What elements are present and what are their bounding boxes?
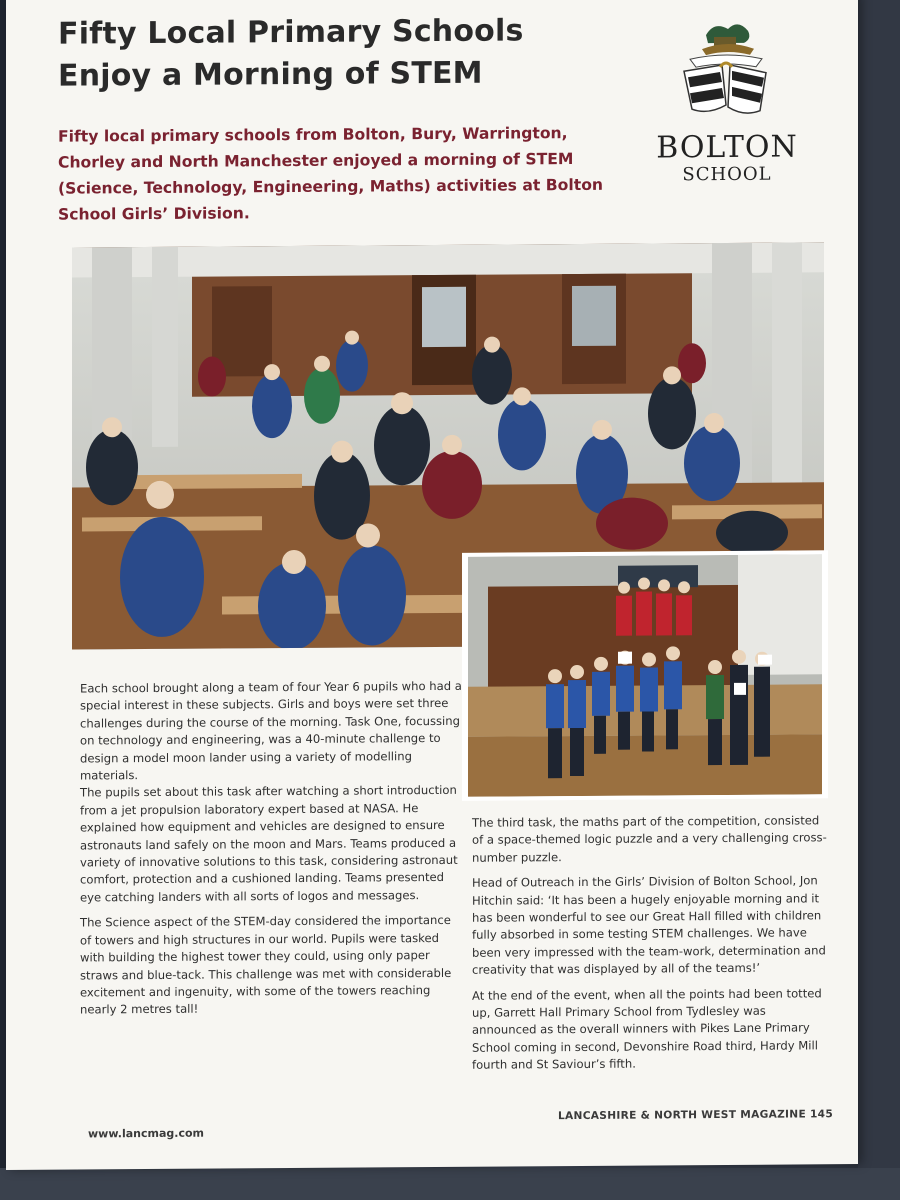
- body-paragraph: Head of Outreach in the Girls’ Division of Bolton School, Jon Hitchin said: ‘It has been a hugely enjoyable morning and it has been wonderful to see our Great Hall filled with children fully absorbed in some testing STEM challenges. We have been very impressed with the team-work, determination and creativity that was displayed by all of the teams!’: [472, 873, 826, 977]
- body-paragraph: Each school brought along a team of four Year 6 pupils who had a special interest in these subjects. Girls and boys were set three challenges during the course of the morning. Task One, focussing on technology and engineering, was a 40-minute challenge to design a model moon lander using a variety of modelling materials.: [80, 678, 462, 783]
- footer-website: www.lancmag.com: [88, 1126, 204, 1141]
- body-paragraph: The third task, the maths part of the competition, consisted of a space-themed logic puzzle and a very challenging cross-number puzzle.: [472, 813, 827, 865]
- article-title-line1: Fifty Local Primary Schools: [58, 13, 524, 52]
- logo-name-line2: SCHOOL: [682, 163, 772, 186]
- magazine-page: [6, 0, 858, 1170]
- winners-group-photo: [462, 550, 828, 801]
- footer-magazine-credit: [558, 1108, 833, 1122]
- screen-bezel-bottom: [0, 1168, 900, 1200]
- logo-name-line1: BOLTON: [656, 129, 798, 166]
- article-body-right-column: [472, 812, 832, 1082]
- bolton-school-wordmark: [632, 130, 822, 185]
- article-body-left-column: [80, 678, 464, 1027]
- body-paragraph: At the end of the event, when all the points had been totted up, Garrett Hall Primary School from Tydlesley was announced as the overall winners with Pikes Lane Primary School coming in second, Devonshire Road third, Hardy Mill fourth and St Saviour’s fifth.: [472, 985, 822, 1073]
- footer-page-number: 145: [810, 1108, 834, 1121]
- body-paragraph: The Science aspect of the STEM-day considered the importance of towers and high structures in our world. Pupils were tasked with building the highest tower they could, using only paper straws and blue-tack. This challenge was met with considerable excitement and ingenuity, with some of the towers reaching nearly 2 metres tall!: [80, 913, 452, 1017]
- body-paragraph: The pupils set about this task after watching a short introduction from a jet propulsion laboratory expert based at NASA. He explained how equipment and vehicles are designed to ensure astronauts land safely on the moon and Mars. Teams produced a variety of innovative solutions to this task, considering astronaut comfort, protection and a cushioned landing. Teams presented eye catching landers with all sorts of logos and messages.: [80, 783, 458, 905]
- article-title: [58, 10, 618, 98]
- article-lead: Fifty local primary schools from Bolton, Bury, Warrington, Chorley and North Manchester enjoyed a morning of STEM (Science, Technology, Engineering, Maths) activities at Bolton School Girls’ Division.: [58, 124, 604, 224]
- winners-group-photo-illustration: [468, 554, 822, 796]
- article-title-line2: Enjoy a Morning of STEM: [58, 55, 483, 94]
- screen-bezel-right: [858, 0, 900, 1200]
- footer-magazine-name: LANCASHIRE & NORTH WEST MAGAZINE: [558, 1108, 806, 1123]
